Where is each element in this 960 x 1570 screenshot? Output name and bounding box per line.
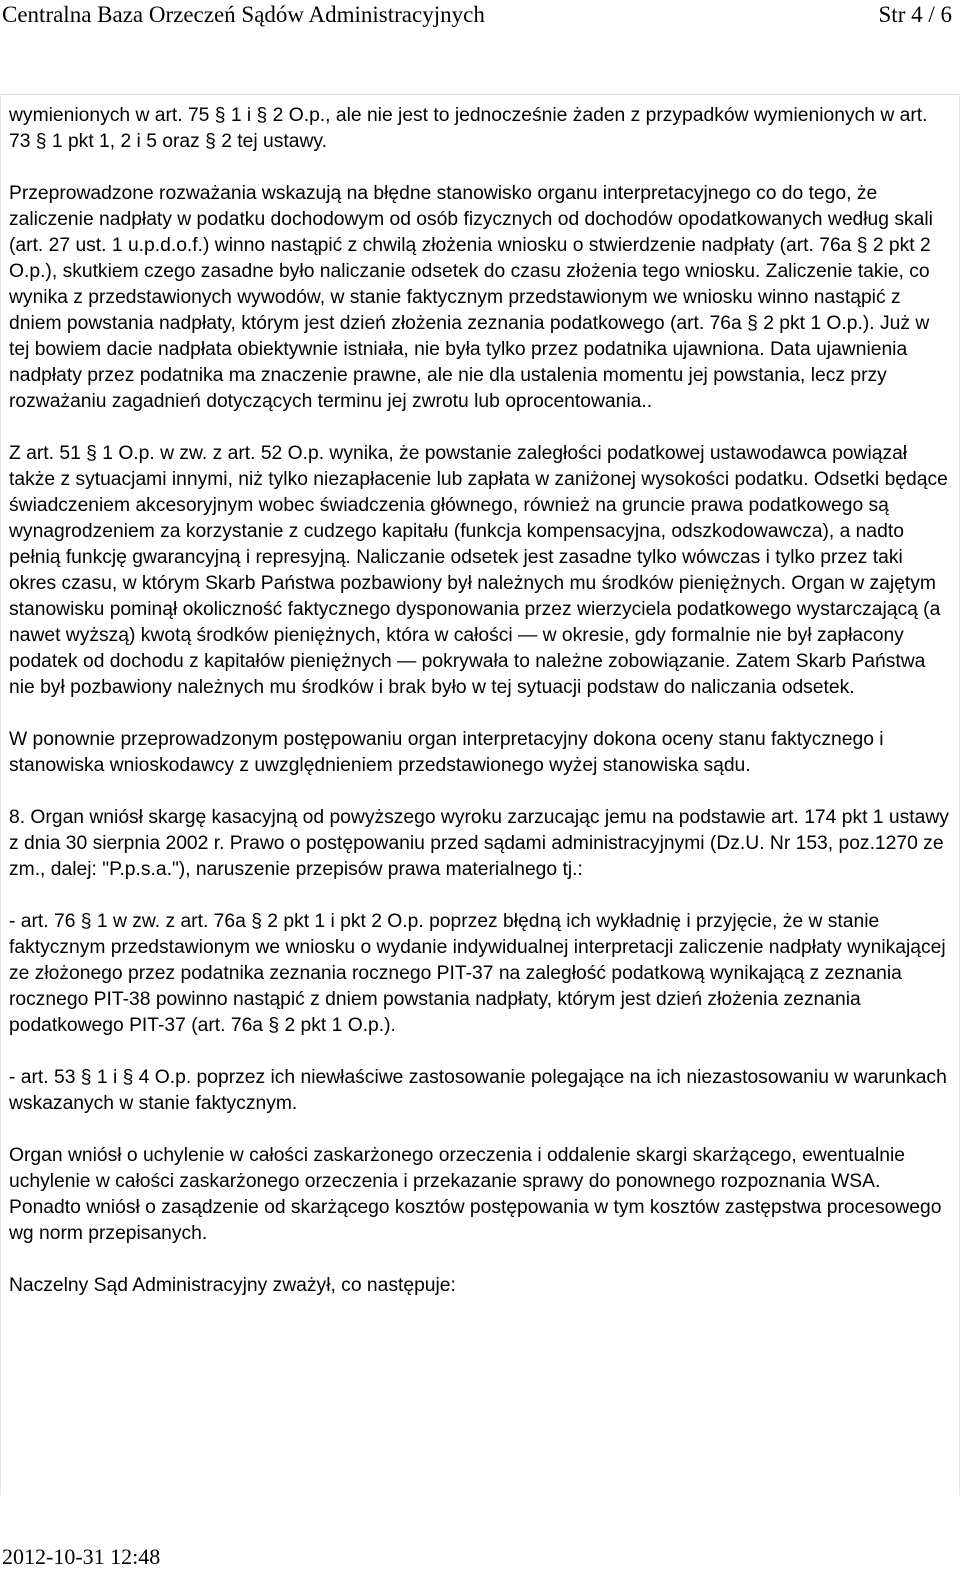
paragraph-continuation: wymienionych w art. 75 § 1 i § 2 O.p., ale nie jest to jednocześnie żaden z przypadków wymienionych w art. 73 § 1 pkt 1, 2 i 5 oraz § 2 tej ustawy. — [9, 105, 928, 152]
paragraph-charge-art-76: - art. 76 § 1 w zw. z art. 76a § 2 pkt 1 i pkt 2 O.p. poprzez błędną ich wykładnię i przyjęcie, że w stanie faktycznym przedstawionym we wniosku o wydanie indywidualnej interpretacji zaliczenie nadpłaty wynikającej ze złożonego przez podatnika zeznania rocznego PIT-37 na zaległość podatkową wynikającą z zeznania rocznego PIT-38 powinno nastąpić z dniem powstania nadpłaty, którym jest dzień złożenia zeznania podatkowego PIT-37 (art. 76a § 2 pkt 1 O.p.). — [9, 911, 946, 1036]
document-source-title: Centralna Baza Orzeczeń Sądów Administracyjnych — [2, 2, 485, 27]
paragraph-overpayment-analysis: Przeprowadzone rozważania wskazują na błędne stanowisko organu interpretacyjnego co do tego, że zaliczenie nadpłaty w podatku dochodowym od osób fizycznych od dochodów opodatkowanych według skali (art. 27 ust. 1 u.p.d.o.f.) winno nastąpić z chwilą złożenia wniosku o stwierdzenie nadpłaty (art. 76a § 2 pkt 2 O.p.), skutkiem czego zasadne było naliczanie odsetek do czasu złożenia tego wniosku. Zaliczenie takie, co wynika z przedstawionych wywodów, w stanie faktycznym przedstawionym we wniosku winno nastąpić z dniem powstania nadpłaty, którym jest dzień złożenia zeznania podatkowego (art. 76a § 2 pkt 1 O.p.). Już w tej bowiem dacie nadpłata obiektywnie istniała, nie była tylko przez podatnika ujawniona. Data ujawnienia nadpłaty przez podatnika ma znaczenie prawne, ale nie dla ustalenia momentu jej powstania, lecz przy rozważaniu zagadnień dotyczących terminu jej zwrotu lub oprocentowania.. — [9, 183, 933, 412]
paragraph-charge-art-53: - art. 53 § 1 i § 4 O.p. poprzez ich niewłaściwe zastosowanie polegające na ich niezastosowaniu w warunkach wskazanych w stanie faktycznym. — [9, 1067, 947, 1114]
paragraph-court-consideration: Naczelny Sąd Administracyjny zważył, co następuje: — [9, 1275, 456, 1296]
judgment-text — [9, 103, 953, 1325]
paragraph-tax-arrears: Z art. 51 § 1 O.p. w zw. z art. 52 O.p. wynika, że powstanie zaległości podatkowej ustawodawca powiązał także z sytuacjami innymi, niż tylko niezapłacenie lub zapłata w zaniżonej wysokości podatku. Odsetki będące świadczeniem akcesoryjnym wobec świadczenia głównego, również na gruncie prawa podatkowego są wynagrodzeniem za korzystanie z cudzego kapitału (funkcja kompensacyjna, odszkodowawcza), a nadto pełnią funkcję gwarancyjną i represyjną. Naliczanie odsetek jest zasadne tylko wówczas i tylko przez taki okres czasu, w którym Skarb Państwa pozbawiony był należnych mu środków pieniężnych. Organ w zajętym stanowisku pominął okoliczność faktycznego dysponowania przez wierzyciela podatkowego wystarczającą (a nawet wyższą) kwotą środków pieniężnych, która w całości — w okresie, gdy formalnie nie był zapłacony podatek od dochodu z kapitałów pieniężnych — pokrywała to należne zobowiązanie. Zatem Skarb Państwa nie był pozbawiony należnych mu środków i brak było w tej sytuacji podstaw do naliczania odsetek. — [9, 443, 948, 698]
document-content-frame — [0, 94, 960, 1495]
page-indicator: Str 4 / 6 — [878, 2, 952, 27]
paragraph-reassessment: W ponownie przeprowadzonym postępowaniu organ interpretacyjny dokona oceny stanu faktycznego i stanowiska wnioskodawcy z uwzględnieniem przedstawionego wyżej stanowiska sądu. — [9, 729, 884, 776]
page-header — [0, 0, 960, 40]
paragraph-cassation-appeal: 8. Organ wniósł skargę kasacyjną od powyższego wyroku zarzucając jemu na podstawie art. 174 pkt 1 ustawy z dnia 30 sierpnia 2002 r. Prawo o postępowaniu przed sądami administracyjnymi (Dz.U. Nr 153, poz.1270 ze zm., dalej: "P.p.s.a."), naruszenie przepisów prawa materialnego tj.: — [9, 807, 949, 880]
paragraph-motion: Organ wniósł o uchylenie w całości zaskarżonego orzeczenia i oddalenie skargi skarżącego, ewentualnie uchylenie w całości zaskarżonego orzeczenia i przekazanie sprawy do ponownego rozpoznania WSA. Ponadto wniósł o zasądzenie od skarżącego kosztów postępowania w tym kosztów zastępstwa procesowego wg norm przepisanych. — [9, 1145, 942, 1244]
print-timestamp: 2012-10-31 12:48 — [2, 1544, 161, 1569]
